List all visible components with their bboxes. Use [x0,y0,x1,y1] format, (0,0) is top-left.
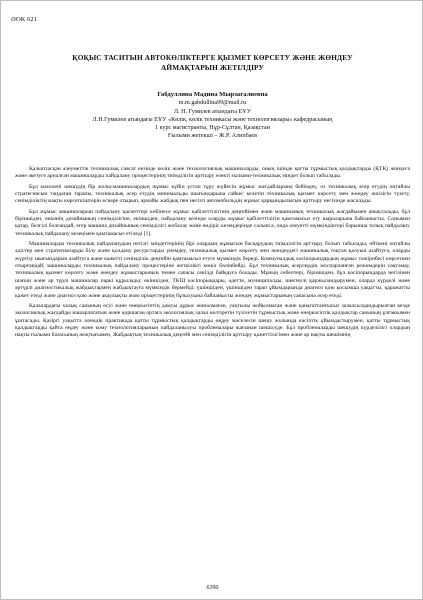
author-program: 1 курс магистранты, Нұр-Сұлтан, Қазақстан [155,125,270,132]
author-department: Л.Н.Гумилев атындағы ЕҰУ «Көлік, көлік техникасы және технологиялары» кафедрасының [92,116,333,123]
paper-title [31,53,394,72]
body-paragraph: Бұл мәселені шешудің бір жолы-машиналардың жұмыс күйін үстап тұру жүйесін жұмыс жағдайларына бейімдеу, оз техникалық әсер етудің оңтайлы стратегиясын таңдаған тарапы, техникалық әсер етудің минимальды шығындарына сәйкес келетін техникалық қызмет көрсету мен жөндеу жиілігін түзету, сенімділіктің нақты көрсеткіштерін ескере отырып, арнайы жабдық пен негізгі автомобильдің жұмыс қарқындылығын арттыру негізінде жасалады. [15,183,410,205]
author-name: Габдуллина Мадина Мырзагалиевна [157,91,268,98]
body-paragraph: Қалыптасқан әлеуметтік техникалық саясат кезінде көлік және технологиялық машиналарды, оның ішінде қатты тұрмыстық қалдықтарды (ҚТҚ) жинауға және әкетуге арналған машиналарды пайдалану процестерінің тиімділігін арттыру өзекті ғылыми-техникалық міндет болып табылады. [15,166,410,180]
body-paragraph: Машиналарды техникалық пайдаланудың негізгі міндеттерінің бірі олардың жұмысын басқарудың тиімділігін арттыру болып табылады, өйткені оңтайлы әдістер мен стратегияларды білу және қолдану ресурстарды үнемдеу, техникалық қызмет көрсету мен жөндеудегі машиналық тоқтап қалуын азайтуға, оларды жүргізу шығындарын азайтуға және кажетті сенімділік деңгейін қамтамасыз етуге мүмкіндік береді. Коммуналдық кәсіпорындардың жұмыс тәжірибесі көрсеткен отырғандай, машиналарды техникалық пайдалану процестеріне жеткілікті көңіл бөлінбейді. Бұл техникалық әсерлердің жоспарланған режимдерін сақтамау, техникалық қызмет көрсету және жөндеу жұмыстарының төмен сапасы секілді байқауға болады. Мұның себептері, біріншіден, бұл кәсіпорындарда негізінен шағын және әр түрлі машиналар паркі құрылады; екіншіден, ТКШ кәсіпорындары, әдетте, муниципалды, шектеулі қаржыландырумен, оларда күрделі және әртүрлі диагностикалық жабдықтармен жабдықтауға мүмкіндік бермейді; үшіншіден, үшіншіден тарап ұйымдарында диагноз қою қосымша уақытты, қаражатты қажет етеді және диагноз қою және акаулықты жою процестерінің бұзылуына байланысты жөндеу жұмыстарының сапасына әсер етеді. [15,241,410,299]
body-text [15,166,410,343]
author-university: Л. Н. Гумилев атындағы ЕҰУ [173,108,252,115]
body-paragraph: Бұл жұмыс машиналарын пайдалану қасиеттері көбінесе жұмыс қабілеттілігінің деңгейімен және машинаның техникалық жағдайымен анықталады, бұл біріншіден, өнімнің дизайнының сенімділігіне, екіншіден, пайдалану кезінде оларды жұмыс қабілеттілігін қамтамасыз ету шараларына байланысты. Сонымен қатар, белгілі болғандай, егер машина дизайнының сенімділігі жобалау және өндіріс кезеңдерінде салынса, онда әлеуетті мүмкіндіктері барынша толық пайдалану техникалық пайдалану кезеңімен қамтамасыз етіледі [1]. [15,208,410,237]
udk-code: ӘОК 621 [11,16,38,23]
title-line-1: ҚОҚЫС ТАСИТЫН АВТОКӨЛІКТЕРГЕ ҚЫЗМЕТ КӨРСЕТУ ЖӘНЕ ЖӨНДЕУ [72,53,353,62]
supervisor: Ғылыми жетекші – Ж.Р. Алипбаев [167,133,258,140]
title-line-2: АЙМАҚТАРЫН ЖЕТІЛДІРУ [160,62,264,72]
author-email: m.m.gabdullina99@mail.ru [178,100,247,107]
body-paragraph: Қалалардағы халық санының өсуі және өнеркәсіптің дамуы дұрыс жиналмаған, уақтылы жойылмаған және қанағаттанғысыз залалсыздандырылған кезде экологиялық жағдайды нашарлататын және қоршаған ортаға экологиялық залал келтіретін түзілетін тұрмыстық және өнеркәсіптік қалдықтар санының ұлғаюымен ұштасады. Қазіргі уақытта әлемдік практикада қатты тұрмыстық қалдықтарды өңдеу мәселесін шешу жолында кәсіптік ұйымдастырумен, қатты тұрмыстық қалдықтарды қайта өңдеу және кому технологияларының пайдаланылуы проблемалары жағынан шешілуде. Бұл проблемаларды шешудің күрделілігі олардың нақты ғылыми базасының жоқтығымен, Жабдықтың техникалық деңгейі мен сенімділігін арттыру қажеттілігімен және әр нақты шешімнің [15,302,410,339]
author-block [21,91,404,141]
page-number: 6390 [206,585,219,591]
